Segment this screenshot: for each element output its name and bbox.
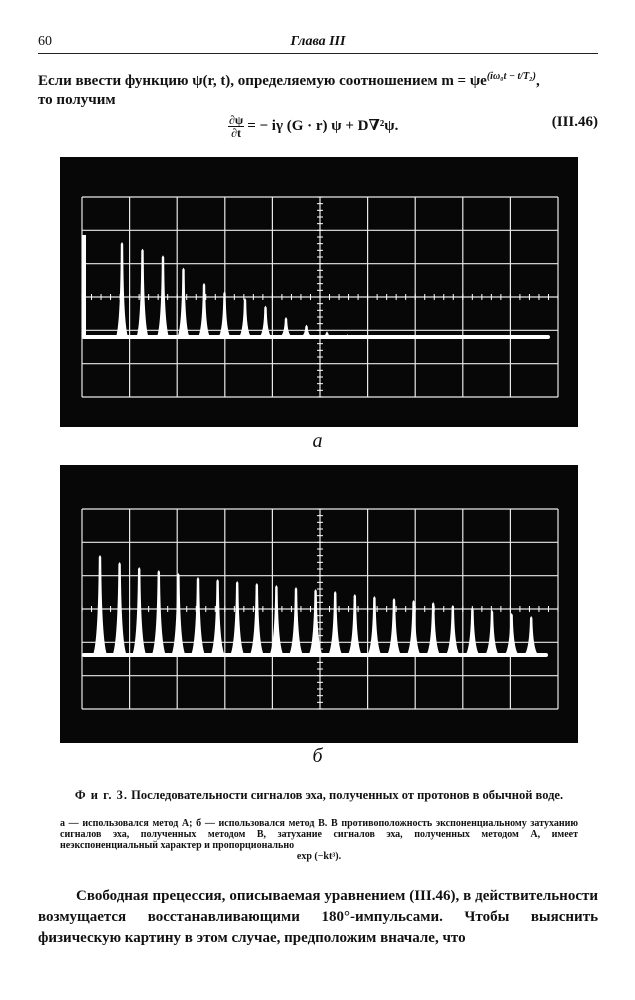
caption-text: Последовательности сигналов эха, полученных от протонов в обычной воде.	[131, 788, 564, 802]
page-header	[38, 34, 598, 54]
panel-a-label: а	[312, 430, 323, 452]
echo-peak	[328, 591, 342, 655]
chapter-title: Глава III	[290, 34, 346, 49]
figure-caption	[60, 788, 578, 803]
echo-peak	[426, 602, 440, 655]
header-rule	[38, 53, 598, 54]
intro-comma: ,	[536, 73, 540, 89]
oscilloscope-trace-a	[60, 157, 578, 427]
echo-peak	[505, 613, 519, 655]
echo-peak	[289, 587, 303, 655]
echo-peak	[407, 600, 421, 655]
intro-line-1	[38, 67, 598, 91]
echo-peak	[137, 249, 149, 337]
echo-peak	[269, 585, 283, 655]
fraction-numerator: ∂ψ	[229, 113, 244, 127]
echo-peak	[211, 579, 225, 655]
caption-note	[60, 818, 578, 862]
echo-peak	[191, 577, 205, 655]
equation-number: (III.46)	[551, 114, 598, 130]
echo-peak	[250, 583, 264, 655]
intro-paragraph	[38, 67, 598, 110]
echo-peak	[446, 605, 460, 655]
body-paragraph	[38, 886, 598, 949]
echo-peak	[348, 594, 362, 655]
oscilloscope-panel-b	[60, 465, 578, 743]
echo-peak	[524, 616, 538, 655]
equation-block	[38, 110, 598, 140]
equation-rhs: = − iγ (G · r) ψ + D∇²ψ.	[247, 117, 399, 134]
exponent: (iω₀t − t/T₂)	[486, 71, 536, 82]
echo-peak	[367, 596, 381, 655]
oscilloscope-trace-b	[60, 465, 578, 743]
echo-peak	[485, 610, 499, 655]
body-text: Свободная прецессия, описываемая уравнением (III.46), в действительности возмущается восстанавливающими 180°-импульсами. Чтобы выяснить физическую картину в этом случае, предположим вначале, что	[38, 888, 598, 946]
intro-line-2: то получим	[38, 92, 116, 108]
echo-peak	[280, 317, 292, 337]
echo-peak	[116, 242, 128, 337]
echo-peak	[387, 598, 401, 655]
fraction-denominator: ∂t	[231, 126, 242, 140]
caption-note-text: а — использовался метод А; б — использовался метод В. В противоположность экспоненциальному затуханию сигналов эха, полученных методом В, затухание сигналов эха, полученных методом А, имеет неэкспоненциальный характер и пропорционально	[60, 818, 578, 851]
echo-peak	[465, 607, 479, 655]
echo-peak	[260, 306, 272, 337]
panel-b-label: б	[312, 745, 323, 767]
caption-title: Ф и г. 3.	[74, 788, 128, 802]
echo-peak	[178, 268, 190, 337]
equation-fraction	[228, 114, 244, 139]
caption-note-formula: exp (−kt³).	[296, 851, 342, 862]
echo-peak	[230, 581, 244, 655]
echo-peak	[198, 283, 210, 337]
page-number: 60	[38, 34, 52, 49]
initial-pulse	[82, 235, 86, 337]
intro-text: Если ввести функцию ψ(r, t), определяемую соотношением m = ψe	[38, 73, 487, 89]
echo-peak	[239, 298, 251, 337]
echo-peak	[93, 555, 107, 655]
equation	[228, 114, 398, 139]
oscilloscope-panel-a	[60, 157, 578, 427]
